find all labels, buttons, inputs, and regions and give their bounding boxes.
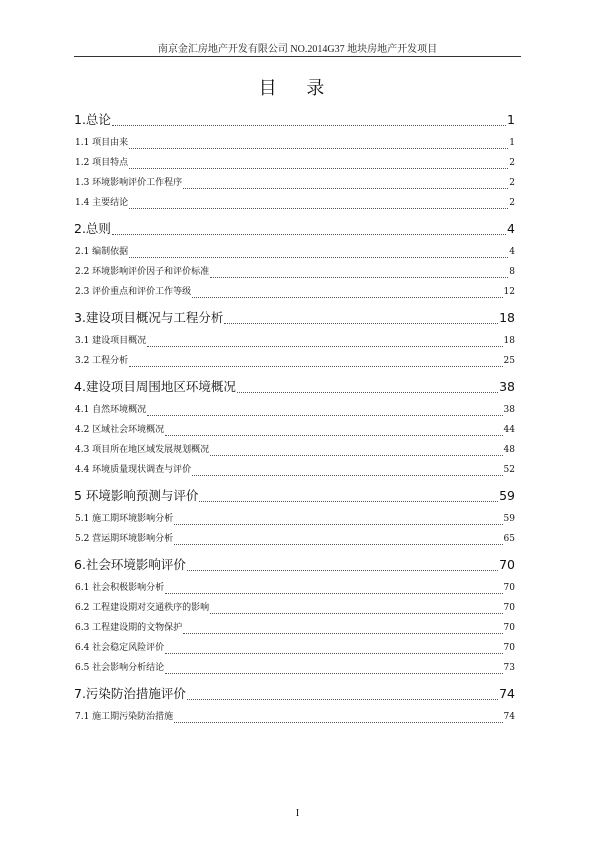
toc-section-entry[interactable] bbox=[74, 193, 515, 213]
toc-section-entry[interactable] bbox=[74, 153, 515, 173]
toc-entry-page: 2 bbox=[509, 178, 515, 188]
toc-leader-dots bbox=[174, 544, 502, 545]
toc-entry-label: 7.1 施工期污染防治措施 bbox=[75, 712, 174, 722]
toc-entry-label: 6.3 工程建设期的文物保护 bbox=[75, 623, 183, 633]
toc-section-entry[interactable] bbox=[74, 331, 515, 351]
toc-leader-dots bbox=[112, 125, 506, 126]
toc-section-entry[interactable] bbox=[74, 618, 515, 638]
toc-entry-label: 4.4 环境质量现状调查与评价 bbox=[75, 465, 192, 475]
toc-section-entry[interactable] bbox=[74, 440, 515, 460]
toc-entry-label: 1.2 项目特点 bbox=[75, 158, 129, 168]
header-rule bbox=[74, 56, 521, 57]
page-title: 目 录 bbox=[258, 78, 337, 99]
toc-leader-dots bbox=[237, 392, 498, 393]
toc-section-entry[interactable] bbox=[74, 578, 515, 598]
toc-chapter-entry[interactable] bbox=[74, 108, 515, 132]
toc-section-entry[interactable] bbox=[74, 242, 515, 262]
toc-leader-dots bbox=[183, 633, 502, 634]
toc-entry-page: 12 bbox=[503, 287, 515, 297]
toc-entry-label: 2.1 编制依据 bbox=[75, 247, 129, 257]
toc-entry-label: 2.3 评价重点和评价工作等级 bbox=[75, 287, 192, 297]
toc-entry-label: 7.污染防治措施评价 bbox=[74, 686, 186, 701]
toc-section-entry[interactable] bbox=[74, 133, 515, 153]
toc-entry-label: 1.4 主要结论 bbox=[75, 198, 129, 208]
toc-section-entry[interactable] bbox=[74, 460, 515, 480]
toc-chapter-entry[interactable] bbox=[74, 217, 515, 241]
toc-entry-page: 70 bbox=[503, 643, 515, 653]
toc-entry-page: 44 bbox=[503, 425, 515, 435]
toc-entry-page: 38 bbox=[503, 405, 515, 415]
toc-leader-dots bbox=[210, 277, 508, 278]
toc-entry-page: 65 bbox=[503, 534, 515, 544]
toc-entry-page: 1 bbox=[509, 138, 515, 148]
toc-entry-label: 4.1 自然环境概况 bbox=[75, 405, 147, 415]
toc-entry-label: 4.3 项目所在地区域发展规划概况 bbox=[75, 445, 210, 455]
toc-leader-dots bbox=[192, 297, 502, 298]
toc-entry-page: 59 bbox=[503, 514, 515, 524]
toc-section-entry[interactable] bbox=[74, 420, 515, 440]
toc-entry-page: 4 bbox=[507, 221, 515, 236]
toc-leader-dots bbox=[165, 593, 502, 594]
toc-entry-label: 1.3 环境影响评价工作程序 bbox=[75, 178, 183, 188]
toc-leader-dots bbox=[129, 257, 508, 258]
toc-section-entry[interactable] bbox=[74, 598, 515, 618]
toc-entry-label: 3.2 工程分析 bbox=[75, 356, 129, 366]
toc-section-entry[interactable] bbox=[74, 351, 515, 371]
toc-leader-dots bbox=[147, 415, 502, 416]
toc-chapter-entry[interactable] bbox=[74, 306, 515, 330]
toc-leader-dots bbox=[147, 346, 502, 347]
toc-leader-dots bbox=[129, 168, 508, 169]
toc-leader-dots bbox=[129, 208, 508, 209]
toc-section-entry[interactable] bbox=[74, 658, 515, 678]
table-of-contents bbox=[74, 104, 515, 727]
toc-entry-page: 2 bbox=[509, 158, 515, 168]
toc-entry-label: 2.总则 bbox=[74, 221, 111, 236]
toc-entry-label: 2.2 环境影响评价因子和评价标准 bbox=[75, 267, 210, 277]
page-number: I bbox=[295, 808, 300, 819]
toc-chapter-entry[interactable] bbox=[74, 682, 515, 706]
toc-entry-page: 74 bbox=[499, 686, 515, 701]
toc-section-entry[interactable] bbox=[74, 707, 515, 727]
toc-leader-dots bbox=[129, 366, 502, 367]
toc-entry-label: 5.1 施工期环境影响分析 bbox=[75, 514, 174, 524]
toc-entry-label: 3.建设项目概况与工程分析 bbox=[74, 310, 224, 325]
toc-section-entry[interactable] bbox=[74, 282, 515, 302]
toc-leader-dots bbox=[224, 323, 498, 324]
toc-entry-page: 38 bbox=[499, 379, 515, 394]
toc-entry-page: 70 bbox=[503, 603, 515, 613]
toc-leader-dots bbox=[129, 148, 508, 149]
toc-entry-label: 4.2 区域社会环境概况 bbox=[75, 425, 165, 435]
toc-leader-dots bbox=[165, 435, 502, 436]
toc-entry-page: 18 bbox=[503, 336, 515, 346]
toc-entry-page: 4 bbox=[509, 247, 515, 257]
toc-entry-label: 5 环境影响预测与评价 bbox=[74, 488, 199, 503]
toc-entry-page: 25 bbox=[503, 356, 515, 366]
toc-leader-dots bbox=[187, 570, 498, 571]
toc-leader-dots bbox=[192, 475, 502, 476]
toc-chapter-entry[interactable] bbox=[74, 484, 515, 508]
toc-section-entry[interactable] bbox=[74, 529, 515, 549]
toc-leader-dots bbox=[112, 234, 506, 235]
toc-leader-dots bbox=[174, 524, 502, 525]
toc-leader-dots bbox=[183, 188, 508, 189]
toc-section-entry[interactable] bbox=[74, 400, 515, 420]
toc-entry-page: 59 bbox=[499, 488, 515, 503]
toc-section-entry[interactable] bbox=[74, 638, 515, 658]
toc-entry-page: 74 bbox=[503, 712, 515, 722]
toc-entry-page: 48 bbox=[503, 445, 515, 455]
toc-entry-label: 1.1 项目由来 bbox=[75, 138, 129, 148]
page-header: 南京金汇房地产开发有限公司 NO.2014G37 地块房地产开发项目 bbox=[157, 44, 438, 55]
toc-section-entry[interactable] bbox=[74, 173, 515, 193]
toc-entry-label: 4.建设项目周围地区环境概况 bbox=[74, 379, 236, 394]
toc-leader-dots bbox=[165, 673, 502, 674]
toc-entry-page: 18 bbox=[499, 310, 515, 325]
toc-entry-label: 6.2 工程建设期对交通秩序的影响 bbox=[75, 603, 210, 613]
toc-entry-page: 70 bbox=[499, 557, 515, 572]
toc-entry-label: 6.社会环境影响评价 bbox=[74, 557, 186, 572]
toc-entry-page: 70 bbox=[503, 583, 515, 593]
toc-leader-dots bbox=[165, 653, 502, 654]
toc-entry-label: 6.4 社会稳定风险评价 bbox=[75, 643, 165, 653]
toc-entry-label: 6.5 社会影响分析结论 bbox=[75, 663, 165, 673]
toc-entry-page: 8 bbox=[509, 267, 515, 277]
toc-entry-page: 1 bbox=[507, 112, 515, 127]
toc-leader-dots bbox=[187, 699, 498, 700]
toc-section-entry[interactable] bbox=[74, 509, 515, 529]
toc-chapter-entry[interactable] bbox=[74, 553, 515, 577]
toc-leader-dots bbox=[210, 455, 502, 456]
toc-entry-label: 5.2 营运期环境影响分析 bbox=[75, 534, 174, 544]
toc-entry-page: 2 bbox=[509, 198, 515, 208]
toc-chapter-entry[interactable] bbox=[74, 375, 515, 399]
toc-leader-dots bbox=[210, 613, 502, 614]
toc-entry-label: 1.总论 bbox=[74, 112, 111, 127]
toc-leader-dots bbox=[199, 501, 498, 502]
toc-entry-page: 73 bbox=[503, 663, 515, 673]
toc-section-entry[interactable] bbox=[74, 262, 515, 282]
toc-entry-label: 3.1 建设项目概况 bbox=[75, 336, 147, 346]
toc-entry-label: 6.1 社会积极影响分析 bbox=[75, 583, 165, 593]
toc-leader-dots bbox=[174, 722, 502, 723]
toc-entry-page: 70 bbox=[503, 623, 515, 633]
toc-entry-page: 52 bbox=[503, 465, 515, 475]
